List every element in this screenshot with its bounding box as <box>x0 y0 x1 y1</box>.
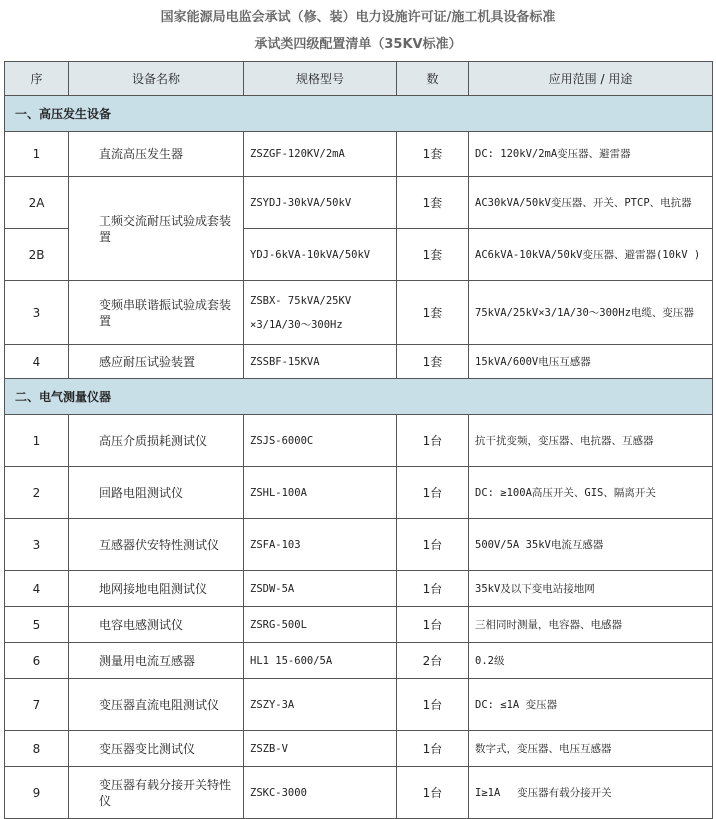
cell-model: HL1 15-600/5A <box>244 643 397 679</box>
cell-no: 1 <box>5 132 69 177</box>
table-row <box>5 415 713 467</box>
cell-name: 变压器有载分接开关特性仪 <box>69 767 244 819</box>
table-row <box>5 467 713 519</box>
cell-qty: 1套 <box>397 281 469 345</box>
cell-qty: 2台 <box>397 643 469 679</box>
cell-model: ZSZY-3A <box>244 679 397 731</box>
table-row <box>5 571 713 607</box>
cell-model: ZSZB-V <box>244 731 397 767</box>
cell-qty: 1套 <box>397 229 469 281</box>
cell-name: 地网接地电阻测试仪 <box>69 571 244 607</box>
cell-name: 回路电阻测试仪 <box>69 467 244 519</box>
cell-qty: 1台 <box>397 571 469 607</box>
cell-no: 4 <box>5 571 69 607</box>
cell-name: 变压器变比测试仪 <box>69 731 244 767</box>
cell-usage: 500V/5A 35kV电流互感器 <box>469 519 713 571</box>
cell-qty: 1台 <box>397 767 469 819</box>
cell-name: 测量用电流互感器 <box>69 643 244 679</box>
table-header-row <box>5 62 713 96</box>
cell-no: 8 <box>5 731 69 767</box>
table-row <box>5 607 713 643</box>
col-header-usage: 应用范围 / 用途 <box>469 62 713 96</box>
cell-usage: 75kVA/25kV×3/1A/30～300Hz电缆、变压器 <box>469 281 713 345</box>
cell-no: 2B <box>5 229 69 281</box>
cell-model: YDJ-6kVA-10kVA/50kV <box>244 229 397 281</box>
cell-usage: AC6kVA-10kVA/50kV变压器、避雷器(10kV ) <box>469 229 713 281</box>
cell-no: 9 <box>5 767 69 819</box>
table-row <box>5 281 713 345</box>
section-row <box>5 379 713 415</box>
col-header-model: 规格型号 <box>244 62 397 96</box>
cell-no: 3 <box>5 519 69 571</box>
cell-model: ZSDW-5A <box>244 571 397 607</box>
cell-no: 3 <box>5 281 69 345</box>
cell-name: 高压介质损耗测试仪 <box>69 415 244 467</box>
cell-usage: 15kVA/600V电压互感器 <box>469 345 713 379</box>
document-title-line2: 承试类四级配置清单（35KV标准） <box>254 37 462 52</box>
col-header-qty: 数 <box>397 62 469 96</box>
cell-usage: 35kV及以下变电站接地网 <box>469 571 713 607</box>
section-title: 二、电气测量仪器 <box>5 379 713 415</box>
col-header-name: 设备名称 <box>69 62 244 96</box>
cell-model: ZSZGF-120KV/2mA <box>244 132 397 177</box>
cell-qty: 1套 <box>397 132 469 177</box>
table-row <box>5 679 713 731</box>
cell-no: 5 <box>5 607 69 643</box>
cell-name: 变压器直流电阻测试仪 <box>69 679 244 731</box>
cell-model: ZSKC-3000 <box>244 767 397 819</box>
equipment-table <box>4 61 713 819</box>
cell-qty: 1台 <box>397 607 469 643</box>
cell-usage: DC: ≥100A高压开关、GIS、隔离开关 <box>469 467 713 519</box>
cell-usage: 0.2级 <box>469 643 713 679</box>
col-header-no: 序 <box>5 62 69 96</box>
cell-no: 2A <box>5 177 69 229</box>
table-row <box>5 177 713 229</box>
cell-model: ZSJS-6000C <box>244 415 397 467</box>
table-row <box>5 731 713 767</box>
cell-model: ZSFA-103 <box>244 519 397 571</box>
cell-qty: 1台 <box>397 467 469 519</box>
cell-no: 7 <box>5 679 69 731</box>
section-row <box>5 96 713 132</box>
cell-no: 6 <box>5 643 69 679</box>
cell-model: ZSYDJ-30kVA/50kV <box>244 177 397 229</box>
table-row <box>5 767 713 819</box>
cell-no: 4 <box>5 345 69 379</box>
cell-name: 电容电感测试仪 <box>69 607 244 643</box>
cell-name: 直流高压发生器 <box>69 132 244 177</box>
cell-model: ZSBX- 75kVA/25KV ×3/1A/30～300Hz <box>244 281 397 345</box>
document-title-line1: 国家能源局电监会承试（修、装）电力设施许可证/施工机具设备标准 <box>160 10 556 25</box>
cell-qty: 1套 <box>397 177 469 229</box>
cell-usage: AC30kVA/50kV变压器、开关、PTCP、电抗器 <box>469 177 713 229</box>
cell-qty: 1台 <box>397 519 469 571</box>
cell-model: ZSRG-500L <box>244 607 397 643</box>
cell-model: ZSSBF-15KVA <box>244 345 397 379</box>
cell-usage: DC: 120kV/2mA变压器、避雷器 <box>469 132 713 177</box>
cell-name: 互感器伏安特性测试仪 <box>69 519 244 571</box>
table-row <box>5 132 713 177</box>
cell-model: ZSHL-100A <box>244 467 397 519</box>
cell-usage: 抗干扰变频，变压器、电抗器、互感器 <box>469 415 713 467</box>
cell-usage: I≥1A 变压器有载分接开关 <box>469 767 713 819</box>
table-row <box>5 519 713 571</box>
cell-usage: DC: ≤1A 变压器 <box>469 679 713 731</box>
table-row <box>5 345 713 379</box>
cell-name: 感应耐压试验装置 <box>69 345 244 379</box>
cell-name: 变频串联谐振试验成套装置 <box>69 281 244 345</box>
cell-name: 工频交流耐压试验成套装置 <box>69 177 244 281</box>
cell-qty: 1台 <box>397 679 469 731</box>
cell-qty: 1套 <box>397 345 469 379</box>
cell-no: 2 <box>5 467 69 519</box>
cell-qty: 1台 <box>397 415 469 467</box>
table-row <box>5 643 713 679</box>
cell-usage: 数字式，变压器、电压互感器 <box>469 731 713 767</box>
cell-no: 1 <box>5 415 69 467</box>
section-title: 一、高压发生设备 <box>5 96 713 132</box>
cell-qty: 1台 <box>397 731 469 767</box>
cell-usage: 三相同时测量，电容器、电感器 <box>469 607 713 643</box>
